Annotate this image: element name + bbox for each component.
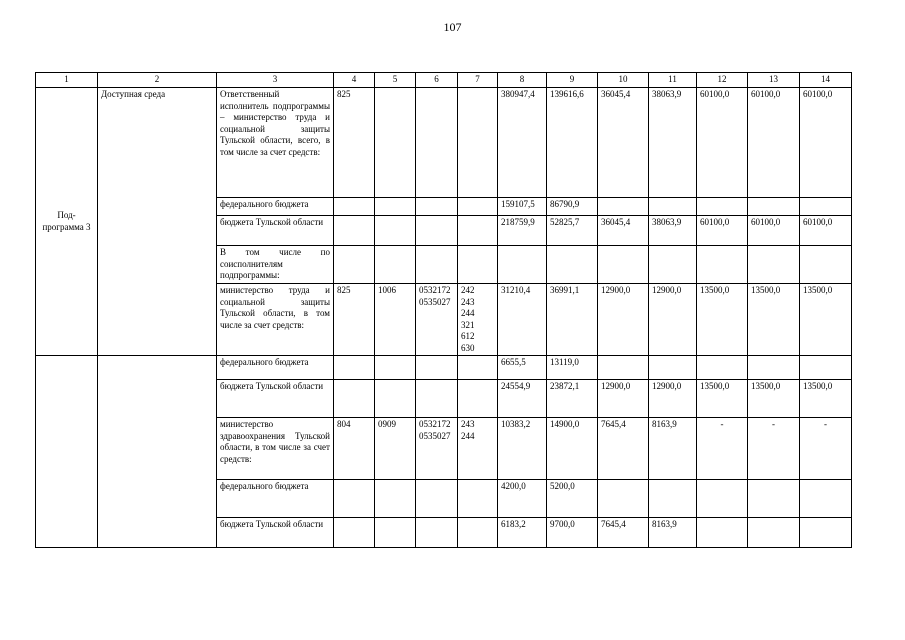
- year-value-cell: [748, 246, 800, 284]
- column-number: 7: [458, 73, 498, 88]
- target-code-cell: [416, 216, 458, 246]
- section-code-cell: [375, 216, 416, 246]
- year-value-cell: 13500,0: [748, 284, 800, 356]
- description-cell: бюджета Тульской области: [217, 216, 334, 246]
- code-line: 244: [461, 308, 475, 318]
- description-cell: министерство здравоохранения Тульской области, в том числе за счет средств:: [217, 418, 334, 480]
- year-value-cell: 13500,0: [697, 380, 748, 418]
- gov-code-cell: [334, 480, 375, 518]
- year-value-cell: 14900,0: [547, 418, 598, 480]
- column-number: 2: [98, 73, 217, 88]
- year-value-cell: [498, 246, 547, 284]
- column-number: 11: [649, 73, 697, 88]
- expense-type-cell: [458, 88, 498, 198]
- description-cell: федерального бюджета: [217, 480, 334, 518]
- year-value-cell: 7645,4: [598, 518, 649, 548]
- year-value-cell: [649, 198, 697, 216]
- year-value-cell: [748, 480, 800, 518]
- section-code-cell: [375, 198, 416, 216]
- year-value-cell: 159107,5: [498, 198, 547, 216]
- description-cell: бюджета Тульской области: [217, 518, 334, 548]
- year-value-cell: [748, 518, 800, 548]
- table-row: [36, 356, 852, 380]
- expense-type-cell: [458, 480, 498, 518]
- year-value-cell: [800, 198, 852, 216]
- subprogram-name: Доступная среда: [98, 88, 217, 356]
- column-number: 1: [36, 73, 98, 88]
- target-code-cell: [416, 480, 458, 518]
- code-line: 243: [461, 296, 475, 307]
- year-value-cell: 60100,0: [748, 88, 800, 198]
- year-value-cell: [598, 198, 649, 216]
- code-line: 0532172: [419, 419, 451, 429]
- year-value-cell: 86790,9: [547, 198, 598, 216]
- gov-code-cell: [334, 198, 375, 216]
- year-value-cell: [800, 246, 852, 284]
- gov-code-cell: [334, 518, 375, 548]
- expense-type-cell: [458, 198, 498, 216]
- year-value-cell: [649, 480, 697, 518]
- gov-code-cell: 825: [334, 88, 375, 198]
- year-value-cell: [697, 198, 748, 216]
- table-row: [36, 88, 852, 198]
- code-line: 242: [461, 285, 475, 295]
- column-number: 10: [598, 73, 649, 88]
- description-cell: Ответственный исполнитель подпрограммы – министерство труда и социальной защиты Тульской области, всего, в том числе за счет средств:: [217, 88, 334, 198]
- expense-type-cell: [458, 246, 498, 284]
- year-value-cell: 13500,0: [800, 284, 852, 356]
- year-value-cell: [748, 198, 800, 216]
- gov-code-cell: [334, 216, 375, 246]
- year-value-cell: [598, 356, 649, 380]
- year-value-cell: 5200,0: [547, 480, 598, 518]
- year-value-cell: 31210,4: [498, 284, 547, 356]
- code-line: 244: [461, 430, 475, 441]
- year-value-cell: 12900,0: [598, 380, 649, 418]
- section-code-cell: [375, 246, 416, 284]
- description-cell: В том числе по соисполнителям подпрограммы:: [217, 246, 334, 284]
- year-value-cell: 24554,9: [498, 380, 547, 418]
- year-value-cell: -: [800, 418, 852, 480]
- year-value-cell: 7645,4: [598, 418, 649, 480]
- section-code-cell: 1006: [375, 284, 416, 356]
- year-value-cell: 4200,0: [498, 480, 547, 518]
- target-code-cell: [416, 356, 458, 380]
- year-value-cell: [598, 246, 649, 284]
- target-code-cell: [416, 418, 458, 480]
- column-number: 4: [334, 73, 375, 88]
- description-cell: бюджета Тульской области: [217, 380, 334, 418]
- year-value-cell: 38063,9: [649, 216, 697, 246]
- year-value-cell: 12900,0: [649, 380, 697, 418]
- gov-code-cell: 804: [334, 418, 375, 480]
- target-code-cell: [416, 198, 458, 216]
- section-code-cell: 0909: [375, 418, 416, 480]
- year-value-cell: 13500,0: [800, 380, 852, 418]
- expense-type-cell: [458, 356, 498, 380]
- year-value-cell: [598, 480, 649, 518]
- column-number-row: [36, 73, 852, 88]
- column-number: 8: [498, 73, 547, 88]
- year-value-cell: [800, 356, 852, 380]
- section-code-cell: [375, 88, 416, 198]
- year-value-cell: 6183,2: [498, 518, 547, 548]
- description-cell: министерство труда и социальной защиты Тульской области, в том числе за счет средств:: [217, 284, 334, 356]
- year-value-cell: 13119,0: [547, 356, 598, 380]
- year-value-cell: 218759,9: [498, 216, 547, 246]
- gov-code-cell: [334, 356, 375, 380]
- year-value-cell: 8163,9: [649, 518, 697, 548]
- target-code-cell: [416, 88, 458, 198]
- year-value-cell: 139616,6: [547, 88, 598, 198]
- code-line: 243: [461, 419, 475, 429]
- year-value-cell: 52825,7: [547, 216, 598, 246]
- expense-type-cell: [458, 284, 498, 356]
- year-value-cell: 36991,1: [547, 284, 598, 356]
- expense-type-cell: [458, 380, 498, 418]
- year-value-cell: 12900,0: [649, 284, 697, 356]
- expense-type-cell: [458, 418, 498, 480]
- year-value-cell: 8163,9: [649, 418, 697, 480]
- year-value-cell: 36045,4: [598, 88, 649, 198]
- column-number: 3: [217, 73, 334, 88]
- year-value-cell: [697, 518, 748, 548]
- year-value-cell: [800, 518, 852, 548]
- empty-cell: [98, 356, 217, 548]
- year-value-cell: 36045,4: [598, 216, 649, 246]
- year-value-cell: [748, 356, 800, 380]
- subprogram-label: Под-программа 3: [36, 88, 98, 356]
- column-number: 13: [748, 73, 800, 88]
- year-value-cell: [697, 356, 748, 380]
- year-value-cell: 13500,0: [697, 284, 748, 356]
- year-value-cell: 23872,1: [547, 380, 598, 418]
- target-code-cell: [416, 518, 458, 548]
- year-value-cell: 60100,0: [800, 216, 852, 246]
- expense-type-cell: [458, 518, 498, 548]
- section-code-cell: [375, 356, 416, 380]
- year-value-cell: 38063,9: [649, 88, 697, 198]
- column-number: 9: [547, 73, 598, 88]
- year-value-cell: 12900,0: [598, 284, 649, 356]
- year-value-cell: 60100,0: [800, 88, 852, 198]
- code-line: 0532172: [419, 285, 451, 295]
- year-value-cell: [649, 246, 697, 284]
- section-code-cell: [375, 480, 416, 518]
- year-value-cell: [697, 246, 748, 284]
- year-value-cell: -: [748, 418, 800, 480]
- year-value-cell: [800, 480, 852, 518]
- code-line: 0535027: [419, 296, 451, 307]
- column-number: 12: [697, 73, 748, 88]
- year-value-cell: [649, 356, 697, 380]
- year-value-cell: 6655,5: [498, 356, 547, 380]
- target-code-cell: [416, 246, 458, 284]
- section-code-cell: [375, 518, 416, 548]
- page-number: 107: [443, 20, 462, 34]
- year-value-cell: 10383,2: [498, 418, 547, 480]
- target-code-cell: [416, 284, 458, 356]
- year-value-cell: 380947,4: [498, 88, 547, 198]
- code-line: 0535027: [419, 430, 451, 441]
- gov-code-cell: [334, 380, 375, 418]
- expense-type-cell: [458, 216, 498, 246]
- code-line: 612: [461, 331, 475, 341]
- code-line: 630: [461, 342, 475, 353]
- gov-code-cell: 825: [334, 284, 375, 356]
- target-code-cell: [416, 380, 458, 418]
- year-value-cell: 13500,0: [748, 380, 800, 418]
- year-value-cell: 60100,0: [748, 216, 800, 246]
- empty-cell: [36, 356, 98, 548]
- year-value-cell: 60100,0: [697, 216, 748, 246]
- column-number: 6: [416, 73, 458, 88]
- column-number: 5: [375, 73, 416, 88]
- year-value-cell: -: [697, 418, 748, 480]
- year-value-cell: 60100,0: [697, 88, 748, 198]
- description-cell: федерального бюджета: [217, 356, 334, 380]
- gov-code-cell: [334, 246, 375, 284]
- year-value-cell: [697, 480, 748, 518]
- year-value-cell: 9700,0: [547, 518, 598, 548]
- code-line: 321: [461, 319, 475, 330]
- section-code-cell: [375, 380, 416, 418]
- budget-table: [35, 72, 852, 548]
- description-cell: федерального бюджета: [217, 198, 334, 216]
- year-value-cell: [547, 246, 598, 284]
- column-number: 14: [800, 73, 852, 88]
